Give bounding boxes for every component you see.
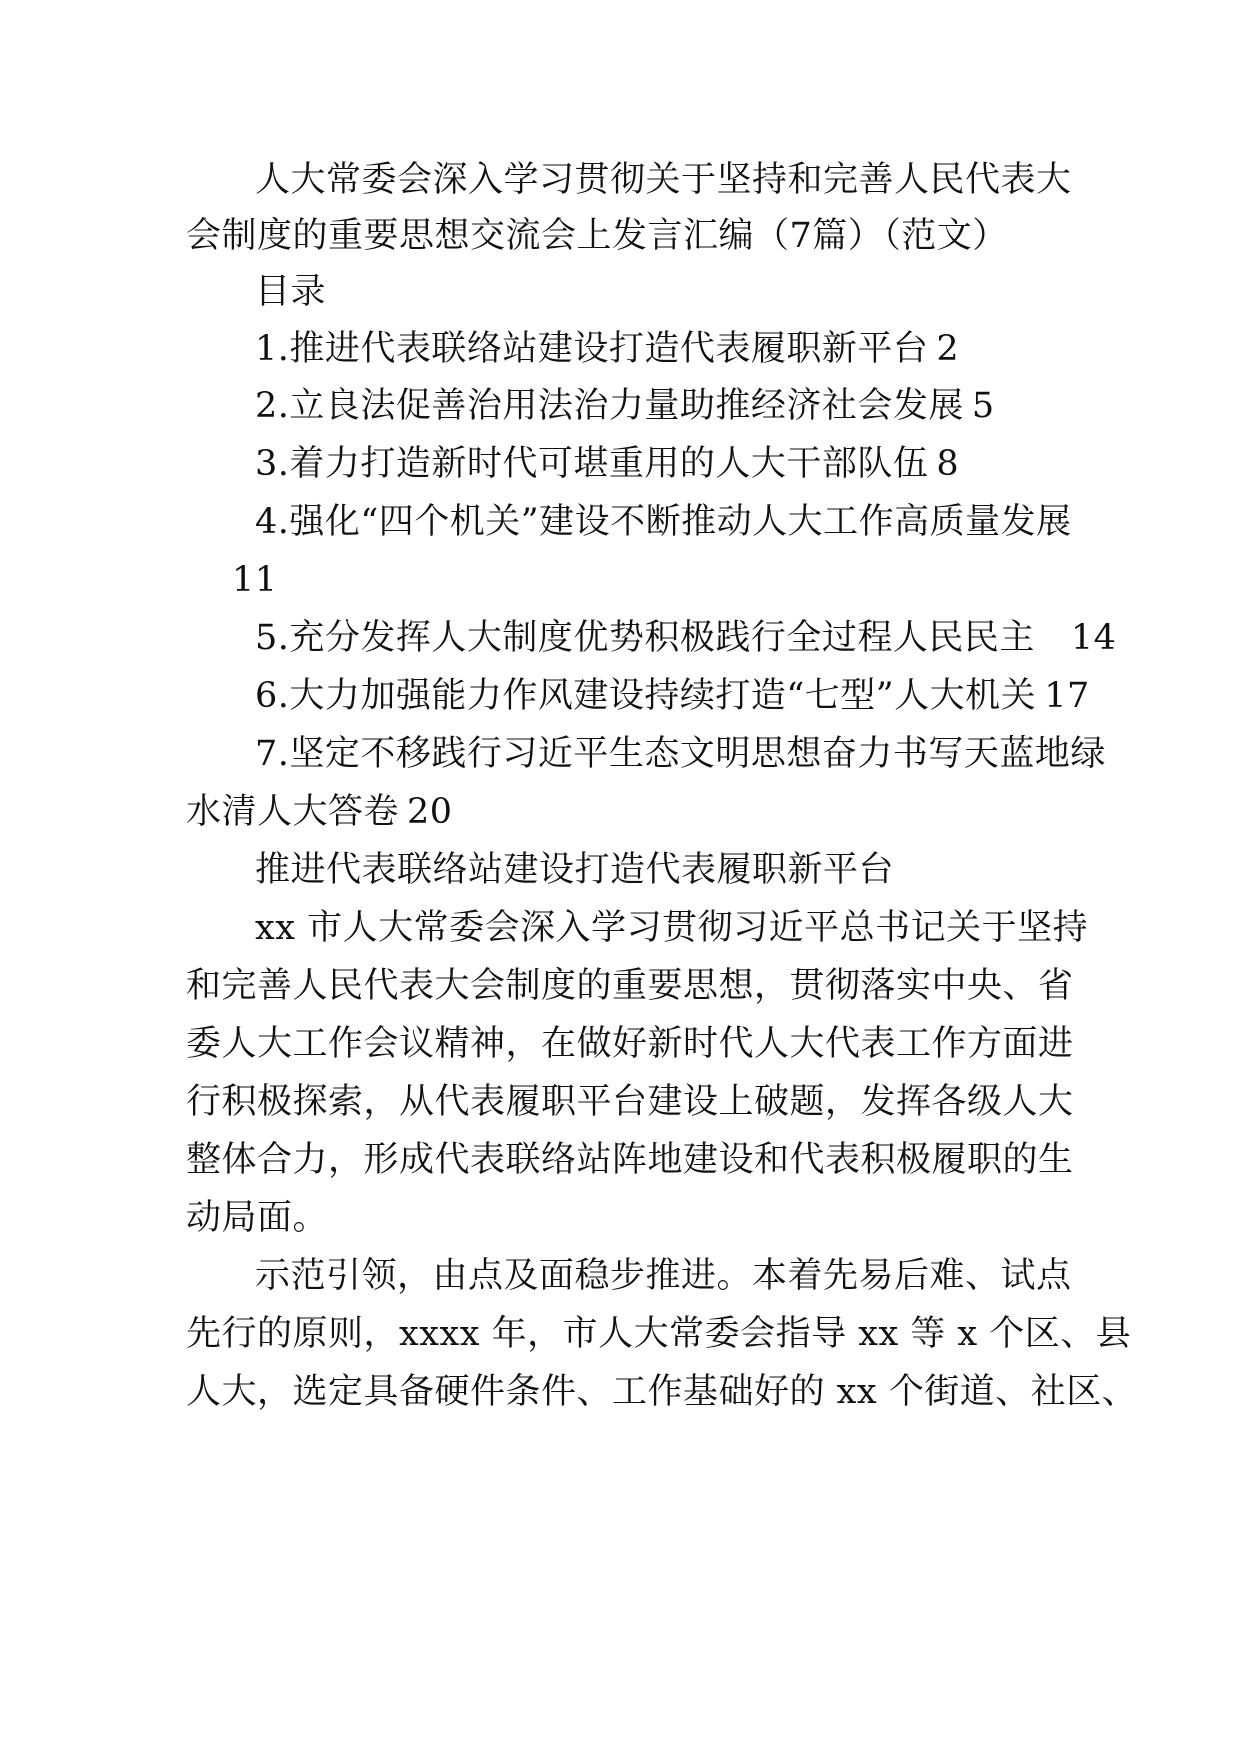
- toc-entry-text: 2.立良法促善治用法治力量助推经济社会发展: [255, 386, 964, 426]
- toc-entry: [255, 616, 1135, 660]
- toc-entry-text: 1.推进代表联络站建设打造代表履职新平台: [255, 329, 929, 369]
- toc-entry-text: 7.坚定不移践行习近平生态文明思想奋力书写天蓝地绿: [255, 734, 1106, 774]
- paragraph-line: 先行的原则，xxxx 年，市人大常委会指导 xx 等 x 个区、县: [186, 1314, 1132, 1354]
- toc-entry-text: 6.大力加强能力作风建设持续打造“七型”人大机关: [255, 676, 1037, 716]
- paragraph-line: 行积极探索，从代表履职平台建设上破题，发挥各级人大: [186, 1082, 1074, 1122]
- toc-entry-text: 水清人大答卷: [186, 792, 400, 832]
- section-title: 推进代表联络站建设打造代表履职新平台: [255, 850, 895, 890]
- toc-entry-page: 2: [936, 329, 960, 369]
- document-title-line-1: 人大常委会深入学习贯彻关于坚持和完善人民代表大: [255, 160, 1072, 200]
- toc-entry-page: 20: [407, 792, 453, 832]
- paragraph-line: 和完善人民代表大会制度的重要思想，贯彻落实中央、省: [186, 966, 1074, 1006]
- toc-entry: [255, 732, 1135, 776]
- toc-entry: [255, 384, 1135, 428]
- toc-entry-page: 11: [232, 560, 278, 600]
- paragraph-line: 委人大工作会议精神，在做好新时代人大代表工作方面进: [186, 1024, 1074, 1064]
- toc-entry-continuation: [186, 790, 1066, 834]
- toc-entry-page: 5: [971, 386, 995, 426]
- toc-entry-text: 3.着力打造新时代可堪重用的人大干部队伍: [255, 444, 929, 484]
- toc-entry-page: 17: [1044, 676, 1090, 716]
- toc-heading: 目录: [255, 272, 327, 312]
- paragraph-line: 整体合力，形成代表联络站阵地建设和代表积极履职的生: [186, 1140, 1074, 1180]
- document-title-line-2: 会制度的重要思想交流会上发言汇编（7篇）（范文）: [186, 216, 1008, 256]
- toc-entry: [255, 327, 1135, 371]
- toc-entry: [255, 674, 1135, 718]
- paragraph-line: 人大，选定具备硬件条件、工作基础好的 xx 个街道、社区、: [186, 1372, 1138, 1412]
- paragraph-line: 动局面。: [186, 1198, 329, 1238]
- toc-entry: [255, 500, 1135, 544]
- paragraph-line: 示范引领，由点及面稳步推进。本着先易后难、试点: [255, 1256, 1072, 1296]
- toc-entry-text: 4.强化“四个机关”建设不断推动人大工作高质量发展: [255, 502, 1072, 542]
- toc-entry: [255, 442, 1135, 486]
- toc-entry-text: 5.充分发挥人大制度优势积极践行全过程人民民主: [255, 618, 1035, 658]
- toc-entry-page: 14: [1070, 618, 1117, 658]
- toc-entry-page: 8: [936, 444, 960, 484]
- paragraph-line: xx 市人大常委会深入学习贯彻习近平总书记关于坚持: [255, 908, 1089, 948]
